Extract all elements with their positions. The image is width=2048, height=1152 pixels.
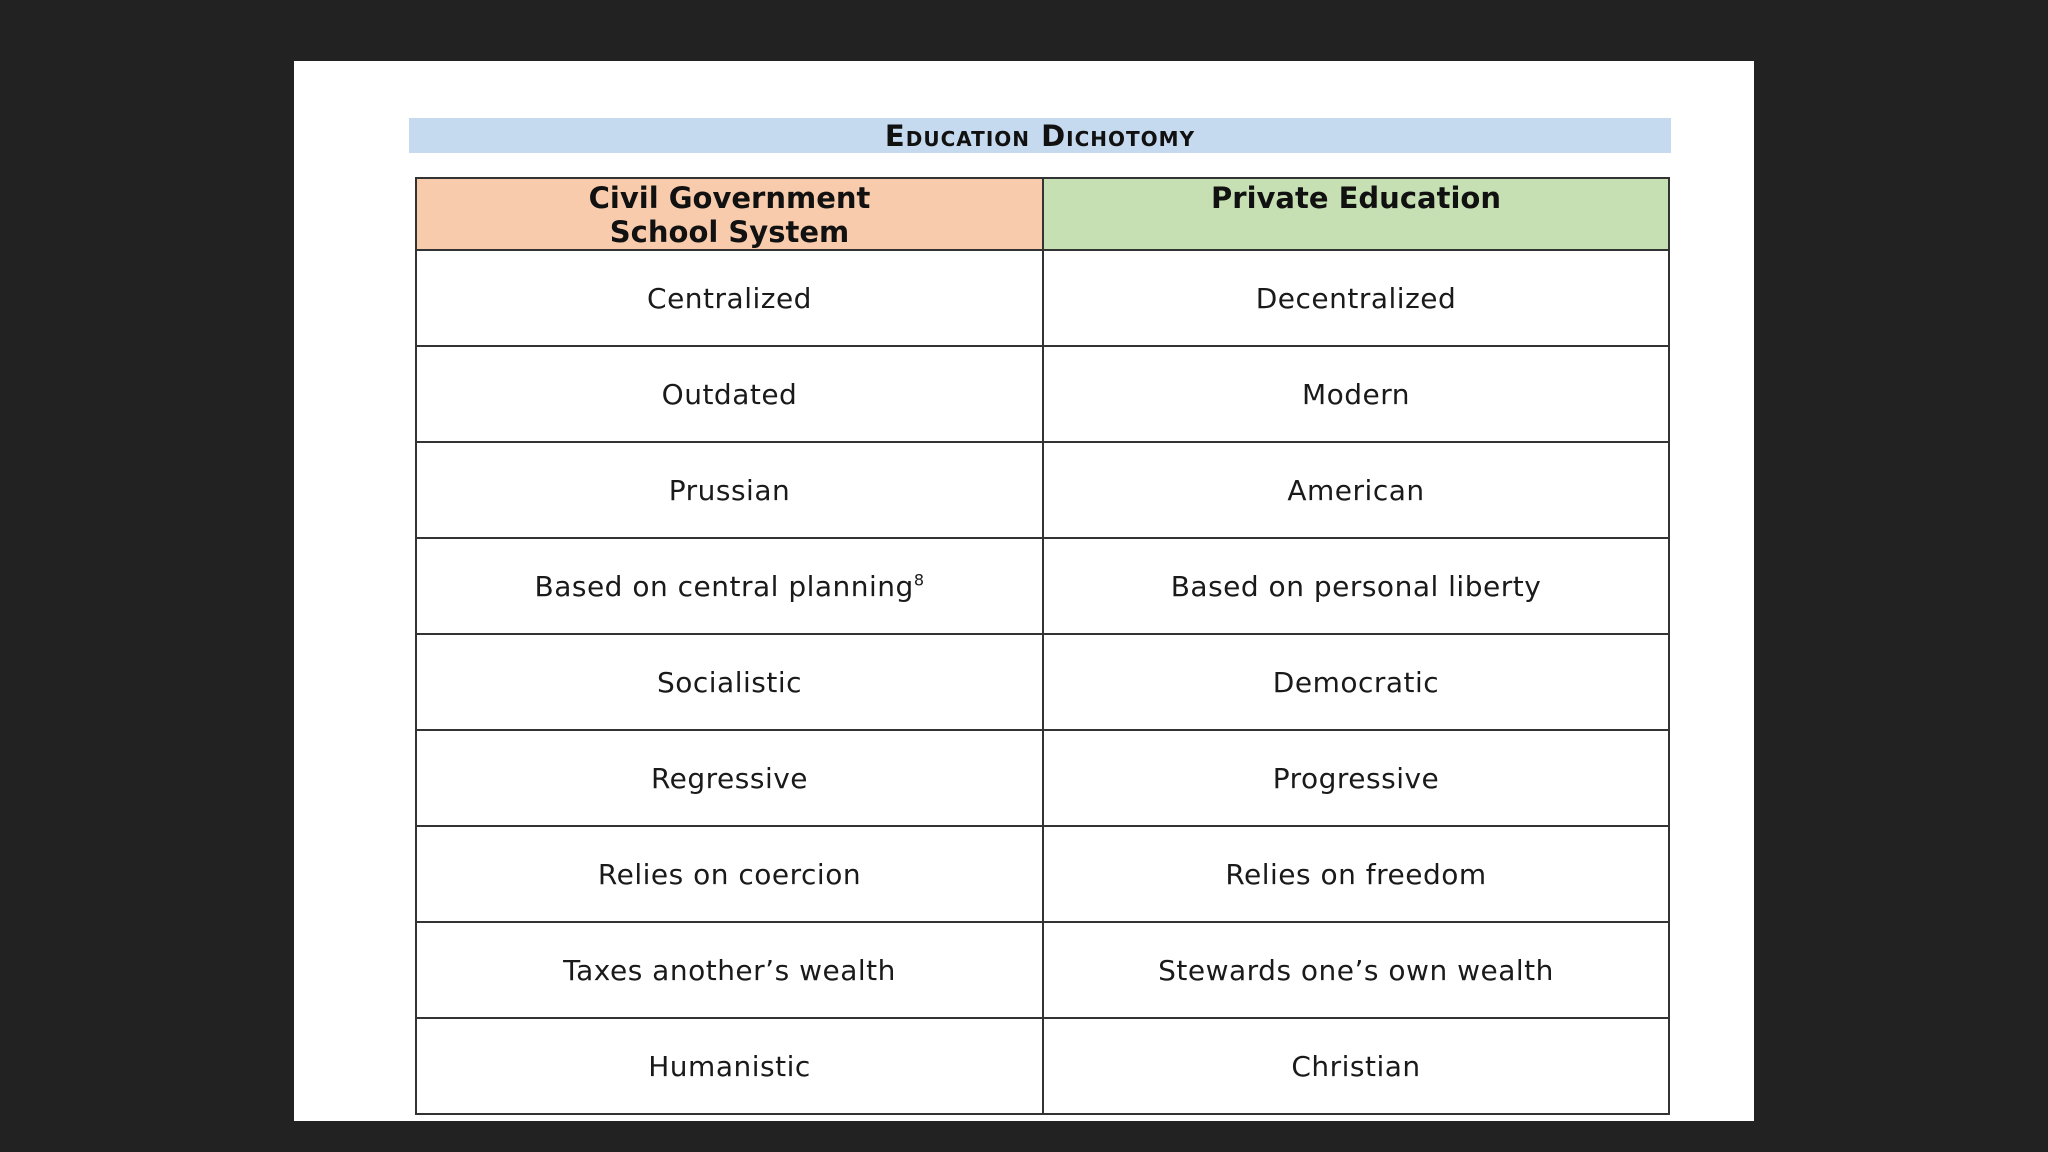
cell-right: American xyxy=(1043,442,1669,538)
cell-left xyxy=(416,538,1043,634)
header-row xyxy=(416,178,1669,250)
table-row xyxy=(416,538,1669,634)
header-left-line2: School System xyxy=(609,215,850,249)
comparison-table xyxy=(415,177,1670,1115)
header-civil-government xyxy=(416,178,1043,250)
table-title: Education Dichotomy xyxy=(884,118,1196,153)
header-left-line1: Civil Government xyxy=(588,181,871,215)
table-row xyxy=(416,730,1669,826)
cell-right: Decentralized xyxy=(1043,250,1669,346)
cell-left: Relies on coercion xyxy=(416,826,1043,922)
table-row xyxy=(416,634,1669,730)
cell-right: Christian xyxy=(1043,1018,1669,1114)
cell-right: Democratic xyxy=(1043,634,1669,730)
cell-left: Outdated xyxy=(416,346,1043,442)
cell-left: Humanistic xyxy=(416,1018,1043,1114)
table-row xyxy=(416,442,1669,538)
cell-right: Stewards one’s own wealth xyxy=(1043,922,1669,1018)
table-row xyxy=(416,1018,1669,1114)
cell-left: Centralized xyxy=(416,250,1043,346)
cell-right: Relies on freedom xyxy=(1043,826,1669,922)
document-page xyxy=(294,61,1754,1121)
cell-right: Modern xyxy=(1043,346,1669,442)
cell-left: Prussian xyxy=(416,442,1043,538)
cell-right: Progressive xyxy=(1043,730,1669,826)
cell-right: Based on personal liberty xyxy=(1043,538,1669,634)
title-bar xyxy=(409,118,1671,153)
cell-left: Socialistic xyxy=(416,634,1043,730)
table-row xyxy=(416,922,1669,1018)
cell-left: Regressive xyxy=(416,730,1043,826)
header-private-education: Private Education xyxy=(1043,178,1669,250)
table-row xyxy=(416,346,1669,442)
table-row xyxy=(416,250,1669,346)
cell-left: Taxes another’s wealth xyxy=(416,922,1043,1018)
table-row xyxy=(416,826,1669,922)
cell-left-text: Based on central planning xyxy=(534,569,914,603)
footnote-marker: 8 xyxy=(913,570,925,590)
